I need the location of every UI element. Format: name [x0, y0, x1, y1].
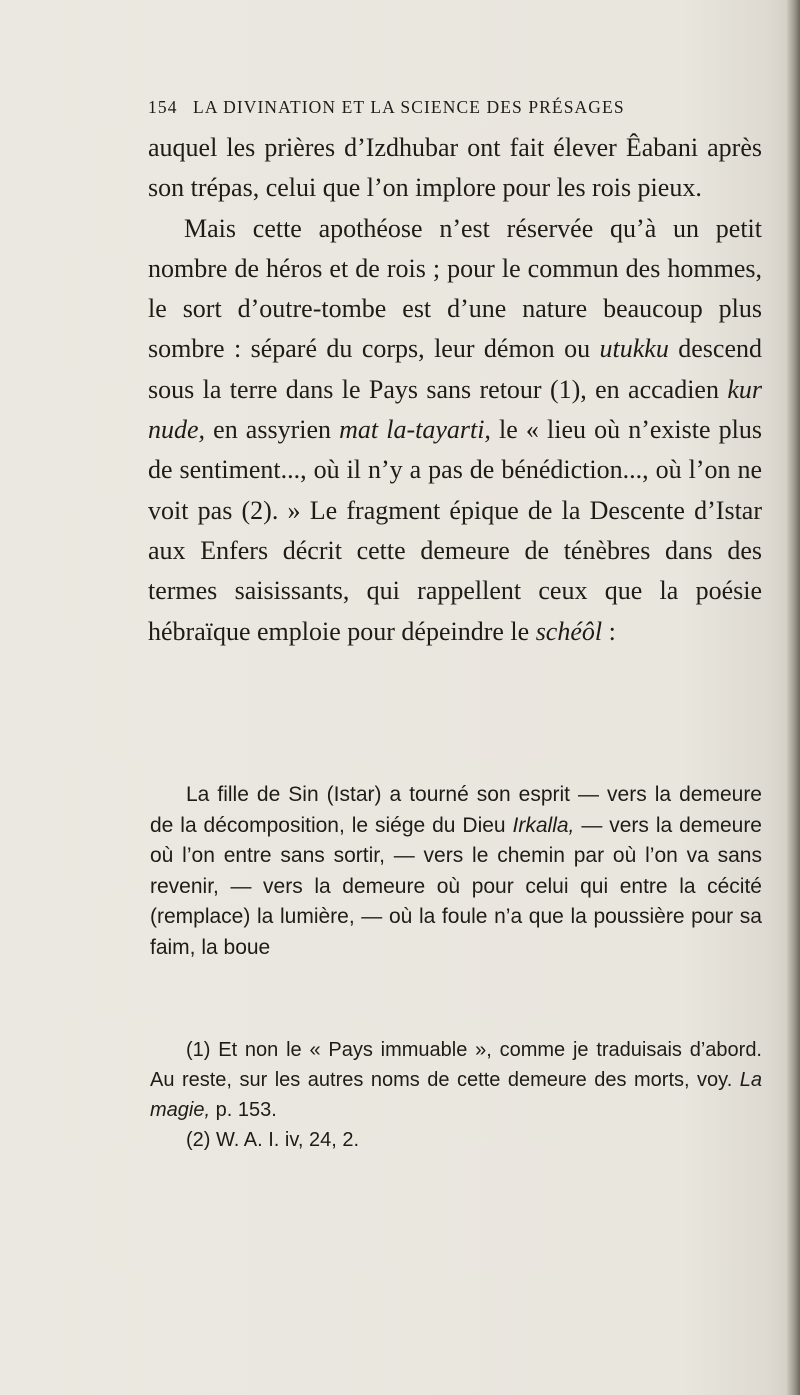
- text-run: La fille de Sin (Istar) a tourné son esprit — vers la demeure de la décomposition, le siége du Dieu: [150, 783, 762, 837]
- running-title: LA DIVINATION ET LA SCIENCE DES PRÉSAGES: [193, 97, 625, 117]
- text-run: p. 153.: [210, 1099, 277, 1121]
- footnote-2: (2) W. A. I. iv, 24, 2.: [186, 1129, 360, 1151]
- paragraph-2: [148, 209, 762, 652]
- term-mat-la-tayarti: mat la-tayarti,: [339, 415, 491, 445]
- text-run: — vers la demeure où l’on entre sans sortir, — vers le chemin par où l’on va sans revenir, — vers la demeure où pour celui qui entre la cécité (remplace) la lumière, — où la foule n’a que la poussière pour sa faim, la boue: [150, 813, 762, 959]
- footnote-1: [150, 1035, 762, 1125]
- text-run: en assyrien: [205, 415, 340, 445]
- text-run: Mais cette apothéose n’est réservée qu’à un petit nombre de héros et de rois ; pour le commun des hommes, le sort d’outre-tombe est d’une nature beaucoup plus sombre : séparé du corps, leur démon ou: [148, 213, 762, 364]
- paragraph-1: auquel les prières d’Izdhubar ont fait élever Êabani après son trépas, celui que l’on implore pour les rois pieux.: [148, 133, 762, 203]
- text-run: descend sous la terre dans le Pays sans retour (1), en accadien: [148, 334, 762, 404]
- text-run: :: [602, 616, 616, 646]
- block-quote: [150, 780, 762, 963]
- main-text: [148, 128, 762, 652]
- text-run: le « lieu où n’existe plus de sentiment..., où il n’y a pas de bénédiction..., où l’on ne voit pas (2). » Le fragment épique de la Descente d’Istar aux Enfers décrit cette demeure de ténèbres dans des termes saisissants, qui rappellent ceux que la poésie hébraïque emploie pour dépeindre le: [148, 415, 762, 646]
- term-utukku: utukku: [599, 334, 669, 364]
- running-header: [148, 97, 748, 118]
- page-edge-shadow: [786, 0, 800, 1395]
- term-scheol: schéôl: [535, 616, 603, 646]
- text-run: (1) Et non le « Pays immuable », comme je traduisais d’abord. Au reste, sur les autres noms de cette demeure des morts, voy.: [150, 1039, 762, 1091]
- term-la-magie: La magie,: [150, 1069, 762, 1121]
- term-irkalla: Irkalla,: [512, 813, 575, 837]
- page-number: 154: [148, 97, 178, 117]
- quote-paragraph: [150, 780, 762, 963]
- term-kur-nude: kur nude,: [148, 374, 762, 445]
- footnotes: [150, 1035, 762, 1155]
